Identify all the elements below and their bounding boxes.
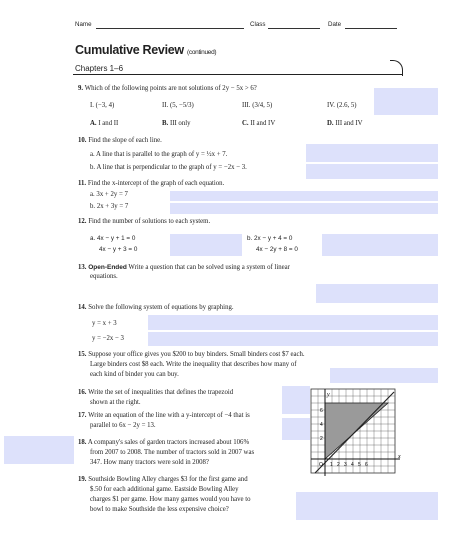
q15-line1: Suppose your office gives you $200 to buy binders. Small binders cost $7 each. [88, 351, 305, 358]
q9-option-1-value: (−3, 4) [95, 102, 115, 109]
q10-b-label: b. [90, 164, 96, 171]
q9-choice-a[interactable] [90, 120, 118, 128]
q17-line1: Write an equation of the line with a y-intercept of −4 that is [88, 412, 250, 419]
page-title [75, 43, 216, 57]
q19-prompt [78, 476, 248, 484]
q11-text: Find the x-intercept of the graph of each equation. [87, 180, 225, 187]
q16-line2: shown at the right. [90, 399, 141, 406]
title-main: Cumulative Review [75, 43, 184, 57]
chapters-label: Chapters 1–6 [75, 64, 124, 73]
q9-answer-field[interactable] [374, 88, 438, 115]
q12-a-line2: 4x − y + 3 = 0 [99, 246, 138, 253]
origin-label: O [319, 462, 323, 468]
q12-a [90, 235, 135, 243]
title-rule [73, 74, 403, 75]
q12-b-answer-field[interactable] [322, 234, 438, 256]
q9-choice-d[interactable] [327, 120, 363, 128]
q14-answer-field-1[interactable] [148, 315, 438, 330]
q18-answer-field[interactable] [4, 436, 74, 464]
q13-text: Write a question that can be solved using a system of linear [128, 264, 290, 271]
x-tick-6: 6 [365, 462, 368, 468]
q11-prompt [78, 180, 224, 188]
q15-answer-field[interactable] [330, 368, 438, 383]
q9-choice-b[interactable] [162, 120, 191, 128]
q9-option-2-value: (5, −5/3) [169, 102, 194, 109]
q13-text2: equations. [90, 273, 118, 280]
q10-a-label: a. [90, 151, 95, 158]
q18-line3: 347. How many tractors were sold in 2008? [90, 459, 209, 466]
q9-option-1 [90, 102, 114, 110]
q12-number: 12. [78, 218, 87, 225]
q12-b-line2: 4x − 2y + 8 = 0 [256, 246, 298, 253]
q9-choice-b-value: III only [169, 120, 191, 127]
q14-eq1: y = x + 3 [92, 320, 117, 327]
graph-x-axis-label: x [398, 454, 401, 460]
q12-b-line1: 2x − y + 4 = 0 [254, 235, 293, 242]
q18-line2: from 2007 to 2008. The number of tractors sold in 2007 was [90, 449, 255, 456]
date-label: Date [328, 21, 342, 28]
q9-option-3-label: III. [242, 102, 251, 109]
q16-prompt [78, 389, 233, 397]
name-label: Name [75, 21, 92, 28]
q9-option-2 [162, 102, 194, 110]
q10-b-text: A line that is perpendicular to the graph of y = −2x − 3. [96, 164, 247, 171]
q18-prompt [78, 439, 249, 447]
q9-choice-b-label: B. [162, 120, 169, 127]
q9-option-4-value: (2.6, 5) [336, 102, 357, 109]
q10-prompt [78, 137, 162, 145]
q10-a-answer-field[interactable] [306, 144, 438, 162]
q9-option-3-value: (3/4, 5) [252, 102, 273, 109]
q17-number: 17. [78, 412, 87, 419]
name-line [96, 28, 244, 29]
q14-eq2: y = −2x − 3 [92, 335, 124, 342]
q17-line2: parallel to 6x − 2y = 13. [90, 422, 156, 429]
q9-prompt [78, 85, 257, 93]
q9-number: 9. [78, 85, 84, 92]
q16-answer-field[interactable] [282, 386, 310, 414]
q14-answer-field-2[interactable] [148, 332, 438, 346]
q19-line3: charges $1 per game. How many games would you have to [90, 496, 251, 503]
q9-choice-d-label: D. [327, 120, 334, 127]
x-tick-3: 3 [344, 462, 347, 468]
graph-y-axis-label: y [327, 392, 330, 398]
q9-choice-d-value: III and IV [335, 120, 363, 127]
q9-option-4-label: IV. [327, 102, 335, 109]
q9-option-2-label: II. [162, 102, 169, 109]
q11-a-text: 3x + 2y = 7 [96, 191, 128, 198]
q12-b-label: b. [247, 235, 253, 242]
q9-choice-a-value: I and II [98, 120, 119, 127]
q17-prompt [78, 412, 250, 420]
q11-a [90, 191, 128, 199]
q12-text: Find the number of solutions to each system. [88, 218, 211, 225]
q11-number: 11. [78, 180, 87, 187]
q19-line2: $.50 for each additional game. Eastside Bowling Alley [90, 486, 239, 493]
q9-choice-c-value: II and IV [250, 120, 276, 127]
y-tick-6: 6 [320, 408, 323, 414]
q18-line1: A company's sales of garden tractors increased about 106% [87, 439, 250, 446]
q15-prompt [78, 351, 305, 359]
q17-answer-field[interactable] [282, 418, 310, 440]
q9-choice-c[interactable] [242, 120, 275, 128]
trapezoid-graph [310, 388, 404, 480]
q12-a-answer-field[interactable] [170, 234, 242, 256]
q10-b-answer-field[interactable] [306, 164, 438, 179]
q15-line3: each kind of binder you can buy. [90, 371, 179, 378]
x-tick-4: 4 [351, 462, 354, 468]
title-corner [390, 60, 403, 76]
q14-text: Solve the following system of equations by graphing. [88, 304, 234, 311]
q13-number: 13. [78, 264, 87, 271]
title-sub: (continued) [187, 49, 217, 56]
class-line [268, 28, 320, 29]
q19-number: 19. [78, 476, 87, 483]
q13-answer-field[interactable] [316, 284, 438, 303]
q9-choice-a-label: A. [90, 120, 97, 127]
q11-b [90, 203, 128, 211]
q11-a-answer-field[interactable] [170, 191, 438, 201]
q14-prompt [78, 304, 234, 312]
q11-b-label: b. [90, 203, 96, 210]
q9-choice-c-label: C. [242, 120, 249, 127]
q15-line2: Large binders cost $8 each. Write the inequality that describes how many of [90, 361, 297, 368]
q15-number: 15. [78, 351, 87, 358]
q14-number: 14. [78, 304, 87, 311]
q9-option-1-label: I. [90, 102, 94, 109]
q11-a-label: a. [90, 191, 95, 198]
q10-text: Find the slope of each line. [88, 137, 162, 144]
q9-option-4 [327, 102, 357, 110]
date-line [345, 28, 397, 29]
q11-b-answer-field[interactable] [170, 203, 438, 214]
q13-prompt [78, 264, 378, 272]
q11-b-text: 2x + 3y = 7 [96, 203, 129, 210]
x-tick-1: 1 [330, 462, 333, 468]
q13-bold: Open-Ended [88, 264, 127, 271]
q18-number: 18. [78, 439, 87, 446]
q10-a-text: A line that is parallel to the graph of y = ½x + 7. [96, 151, 228, 158]
class-label: Class [250, 21, 266, 28]
q19-answer-field[interactable] [296, 492, 438, 520]
x-tick-5: 5 [358, 462, 361, 468]
q19-line4: bowl to make Southside the less expensive choice? [90, 506, 229, 513]
q9-option-3 [242, 102, 272, 110]
q16-number: 16. [78, 389, 87, 396]
q19-line1: Southside Bowling Alley charges $3 for the first game and [88, 476, 248, 483]
q12-a-line1: 4x − y + 1 = 0 [97, 235, 136, 242]
q10-b [90, 164, 247, 172]
q9-text: Which of the following points are not solutions of 2y − 5x > 6? [84, 85, 257, 92]
y-tick-2: 2 [320, 436, 323, 442]
q10-number: 10. [78, 137, 87, 144]
q12-prompt [78, 218, 210, 226]
q12-b [247, 235, 292, 243]
q10-a [90, 151, 227, 159]
q16-line1: Write the set of inequalities that defines the trapezoid [88, 389, 234, 396]
q12-a-label: a. [90, 235, 96, 242]
x-tick-2: 2 [337, 462, 340, 468]
y-tick-4: 4 [320, 422, 323, 428]
